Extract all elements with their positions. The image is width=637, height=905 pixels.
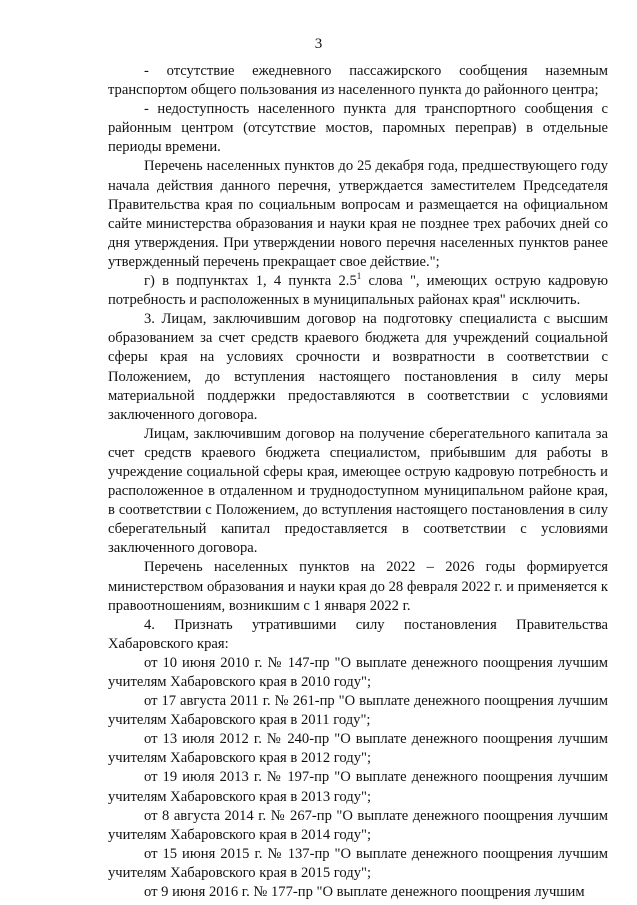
document-body <box>108 62 608 902</box>
paragraph-item-3: 3. Лицам, заключившим договор на подготовку специалиста с высшим образованием за счет средств краевого бюджета для учреждений социальной сферы края на условиях срочности и возвратности в соответствии с Положением, до вступления настоящего постановления в силу меры материальной поддержки предоставляются в соответствии с условиями заключенного договора. <box>108 311 608 423</box>
paragraph-resolution-2011: от 17 августа 2011 г. № 261-пр "О выплате денежного поощрения лучшим учителям Хабаровского края в 2011 году"; <box>108 693 608 729</box>
paragraph-no-daily-transport: - отсутствие ежедневного пассажирского сообщения наземным транспортом общего пользования из населенного пункта до районного центра; <box>108 63 608 99</box>
paragraph-resolution-2010: от 10 июня 2010 г. № 147-пр "О выплате денежного поощрения лучшим учителям Хабаровского края в 2010 году"; <box>108 654 608 690</box>
subpoint-g-text-end: слова ", имеющих острую кадровую потребность и расположенных в муниципальных районах края" исключить. <box>108 273 608 309</box>
paragraph-resolution-2013: от 19 июля 2013 г. № 197-пр "О выплате денежного поощрения лучшим учителям Хабаровского края в 2013 году"; <box>108 769 608 805</box>
paragraph-savings-capital: Лицам, заключившим договор на получение сберегательного капитала за счет средств краевого бюджета специалистом, прибывшим для работы в учреждение социальной сферы края, имеющее острую кадровую потребность и расположенное в отдаленном и труднодоступном муниципальном районе края, в соответствии с Положением, до вступления настоящего постановления в силу сберегательный капитал предоставляется в соответствии с условиями заключенного договора. <box>108 425 608 557</box>
paragraph-resolution-2015: от 15 июня 2015 г. № 137-пр "О выплате денежного поощрения лучшим учителям Хабаровского края в 2015 году"; <box>108 845 608 881</box>
subpoint-g-text-start: г) в подпунктах 1, 4 пункта 2.5 <box>144 273 357 290</box>
subpoint-g-superscript: 1 <box>356 271 362 282</box>
paragraph-no-transport-access: - недоступность населенного пункта для транспортного сообщения с районным центром (отсутствие мостов, паромных переправ) в отдельные периоды времени. <box>108 101 608 156</box>
paragraph-subpoint-g <box>108 272 608 310</box>
paragraph-settlement-list-2022: Перечень населенных пунктов на 2022 – 2026 годы формируется министерством образования и науки края до 28 февраля 2022 г. и применяется к правоотношениям, возникшим с 1 января 2022 г. <box>108 559 608 614</box>
paragraph-item-4: 4. Признать утратившими силу постановления Правительства Хабаровского края: <box>108 616 608 652</box>
paragraph-settlement-list-approval: Перечень населенных пунктов до 25 декабря года, предшествующего году начала действия данного перечня, утверждается заместителем Председателя Правительства края по социальным вопросам и размещается на официальном сайте министерства образования и науки края не позднее трех рабочих дней со дня утверждения. При утверждении нового перечня населенных пунктов ранее утвержденный перечень прекращает свое действие."; <box>108 158 608 270</box>
paragraph-resolution-2016: от 9 июня 2016 г. № 177-пр "О выплате денежного поощрения лучшим <box>144 884 585 901</box>
paragraph-resolution-2014: от 8 августа 2014 г. № 267-пр "О выплате денежного поощрения лучшим учителям Хабаровского края в 2014 году"; <box>108 807 608 843</box>
page-number: 3 <box>314 36 323 52</box>
paragraph-resolution-2012: от 13 июля 2012 г. № 240-пр "О выплате денежного поощрения лучшим учителям Хабаровского края в 2012 году"; <box>108 731 608 767</box>
